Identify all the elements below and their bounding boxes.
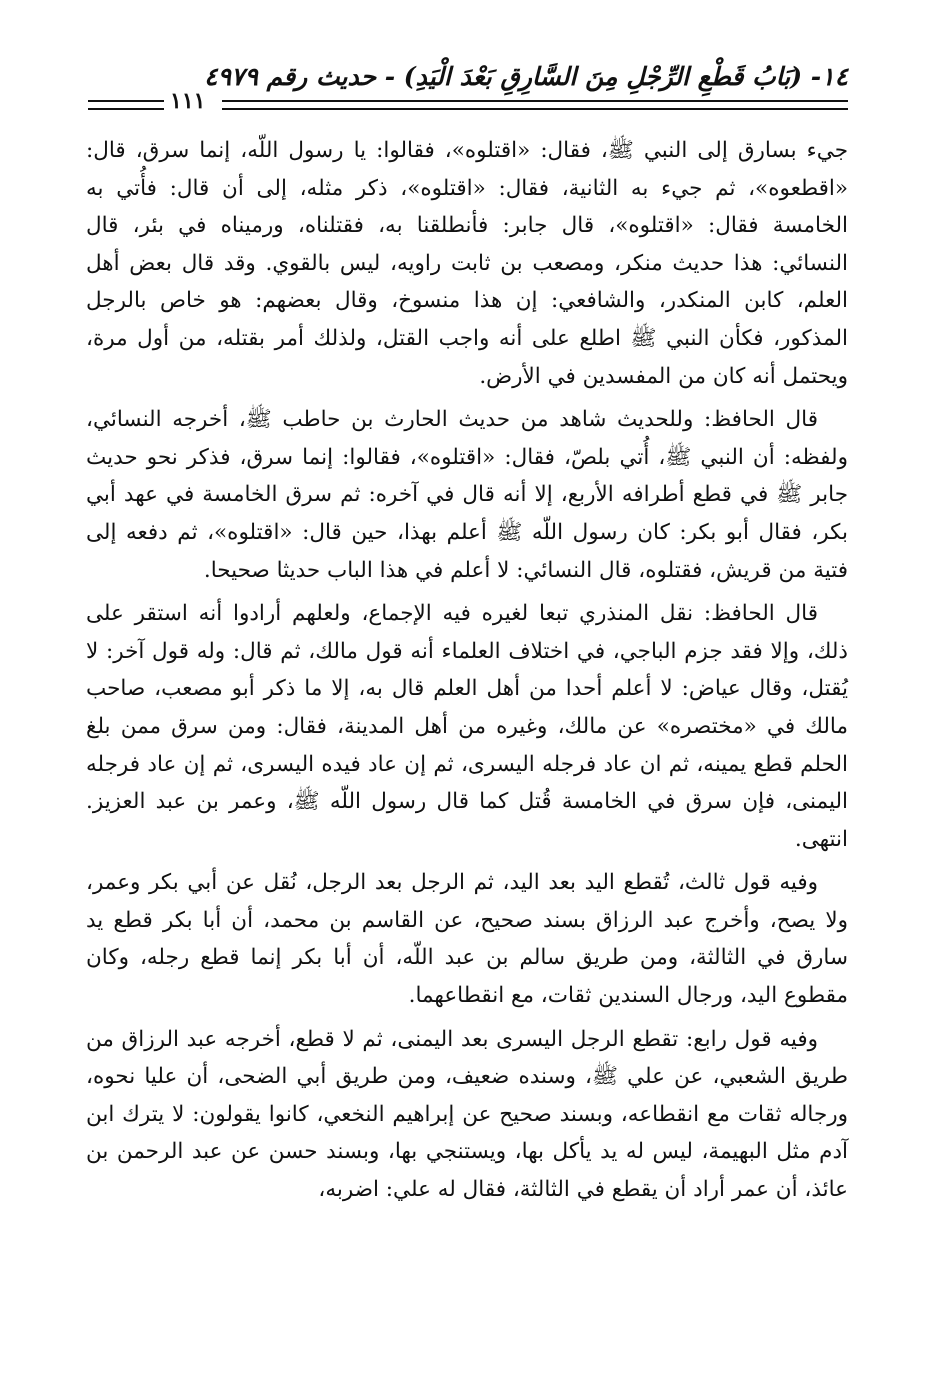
header-rule-right	[222, 100, 848, 110]
header-rule-left	[88, 100, 164, 110]
paragraph-3: قال الحافظ: نقل المنذري تبعا لغيره فيه الإجماع، ولعلهم أرادوا أنه استقر على ذلك، وإلا فقد جزم الباجي، في اختلاف العلماء أنه قول مالك، ثم قال: وله قول آخر: لا يُقتل، وقال عياض: لا أعلم أحدا من أهل العلم قال به، إلا ما ذكر أبو مصعب، صاحب مالك في «مختصره» عن مالك، وغيره من أهل المدينة، فقال: ومن سرق ممن بلغ الحلم قطع يمينه، ثم ان عاد فرجله اليسرى، ثم إن عاد فيده اليسرى، ثم إن عاد فرجله اليمنى، فإن سرق في الخامسة قُتل كما قال رسول اللّه ﷺ، وعمر بن عبد العزيز. انتهى.	[86, 601, 848, 852]
running-header	[88, 60, 848, 118]
page-number: ١١١	[170, 88, 206, 114]
paragraph-5: وفيه قول رابع: تقطع الرجل اليسرى بعد اليمنى، ثم لا قطع، أخرجه عبد الرزاق من طريق الشعبي، عن علي ﷺ، وسنده ضعيف، ومن طريق أبي الضحى، أن عليا نحوه، ورجاله ثقات مع انقطاعه، وبسند صحيح عن إبراهيم النخعي، كانوا يقولون: لا يترك ابن آدم مثل البهيمة، ليس له يد يأكل بها، ويستنجي بها، وبسند حسن عن عبد الرحمن بن عائذ، أن عمر أراد أن يقطع في الثالثة، فقال له علي: اضربه،	[86, 1026, 848, 1203]
paragraph-1: جيء بسارق إلى النبي ﷺ، فقال: «اقتلوه»، فقالوا: يا رسول اللّه، إنما سرق، قال: «اقطعوه»، ثم جيء به الثانية، فقال: «اقتلوه»، ذكر مثله، إلى أن قال: فأُتي به الخامسة فقال: «اقتلوه»، قال جابر: فأنطلقنا به، فقتلناه، ورميناه في بئر، قال النسائي: هذا حديث منكر، ومصعب بن ثابت راويه، ليس بالقوي. وقد قال بعض أهل العلم، كابن المنكدر، والشافعي: إن هذا منسوخ، وقال بعضهم: هو خاص بالرجل المذكور، فكأن النبي ﷺ اطلع على أنه واجب القتل، ولذلك أمر بقتله، من أول مرة، ويحتمل أنه كان من المفسدين في الأرض.	[86, 138, 848, 389]
paragraph-2: قال الحافظ: وللحديث شاهد من حديث الحارث بن حاطب ﷺ، أخرجه النسائي، ولفظه: أن النبي ﷺ، أُتي بلصّ، فقال: «اقتلوه»، فقالوا: إنما سرق، فذكر نحو حديث جابر ﷺ في قطع أطرافه الأربع، إلا أنه قال في آخره: ثم سرق الخامسة في عهد أبي بكر، فقال أبو بكر: كان رسول اللّه ﷺ أعلم بهذا، حين قال: «اقتلوه»، ثم دفعه إلى فتية من قريش، فقتلوه، قال النسائي: لا أعلم في هذا الباب حديثا صحيحا.	[86, 407, 848, 583]
body-text	[86, 132, 848, 1209]
chapter-title: ١٤- (بَابُ قَطْعِ الرِّجْلِ مِنَ السَّارِقِ بَعْدَ الْيَدِ) - حديث رقم ٤٩٧٩	[204, 62, 848, 91]
paragraph-4: وفيه قول ثالث، تُقطع اليد بعد اليد، ثم الرجل بعد الرجل، نُقل عن أبي بكر وعمر، ولا يصح، وأخرج عبد الرزاق بسند صحيح، عن القاسم بن محمد، أن أبا بكر قطع يد سارق في الثالثة، ومن طريق سالم بن عبد اللّه، أن أبا بكر إنما قطع رجله، وكان مقطوع اليد، ورجال السندين ثقات، مع انقطاعهما.	[86, 870, 848, 1009]
